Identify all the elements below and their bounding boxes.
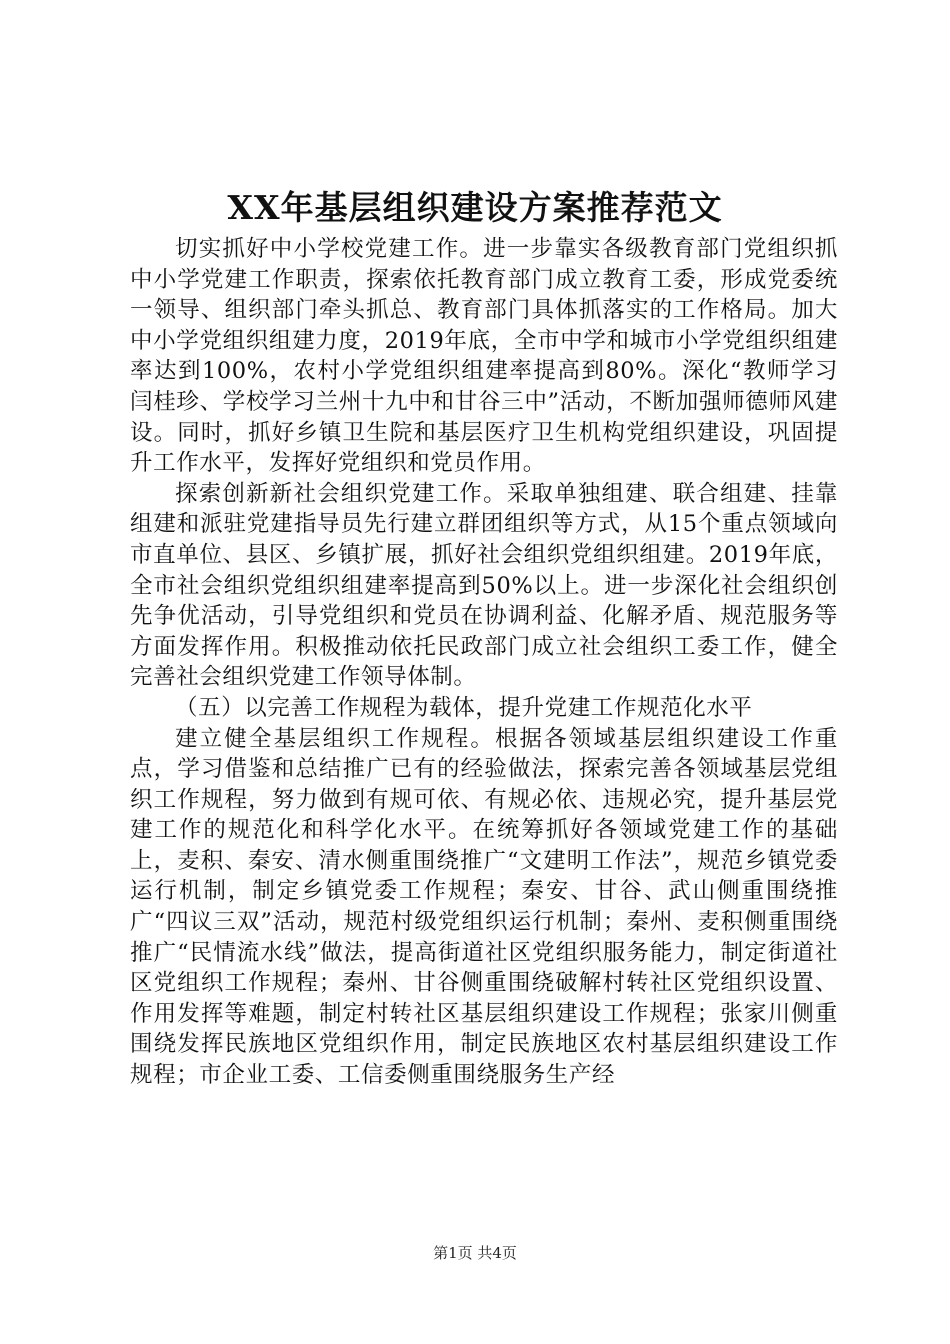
document-title: XX年基层组织建设方案推荐范文 bbox=[227, 188, 723, 227]
paragraph-school-party-building: 切实抓好中小学校党建工作。进一步靠实各级教育部门党组织抓中小学党建工作职责，探索依托教育部门成立教育工委，形成党委统一领导、组织部门牵头抓总、教育部门具体抓落实的工作格局。加大中小学党组织组建力度，2019年底，全市中学和城市小学党组织组建率达到100%，农村小学党组织组建率提高到80%。深化“教师学习闫桂珍、学校学习兰州十九中和甘谷三中”活动，不断加强师德师风建设。同时，抓好乡镇卫生院和基层医疗卫生机构党组织建设，巩固提升工作水平，发挥好党组织和党员作用。 bbox=[130, 236, 838, 477]
document-body bbox=[130, 234, 838, 1091]
page-footer bbox=[0, 1243, 950, 1263]
page-total: 共4页 bbox=[477, 1244, 517, 1262]
paragraph-work-procedures: 建立健全基层组织工作规程。根据各领域基层组织建设工作重点，学习借鉴和总结推广已有的经验做法，探索完善各领域基层党组织工作规程，努力做到有规可依、有规必依、违规必究，提升基层党建工作的规范化和科学化水平。在统筹抓好各领域党建工作的基础上，麦积、秦安、清水侧重围绕推广“文建明工作法”，规范乡镇党委运行机制，制定乡镇党委工作规程；秦安、甘谷、武山侧重围绕推广“四议三双”活动，规范村级党组织运行机制；秦州、麦积侧重围绕推广“民情流水线”做法，提高街道社区党组织服务能力，制定街道社区党组织工作规程；秦州、甘谷侧重围绕破解村转社区党组织设置、作用发挥等难题，制定村转社区基层组织建设工作规程；张家川侧重围绕发挥民族地区党组织作用，制定民族地区农村基层组织建设工作规程；市企业工委、工信委侧重围绕服务生产经 bbox=[130, 725, 838, 1089]
paragraph-social-organization-party-building: 探索创新新社会组织党建工作。采取单独组建、联合组建、挂靠组建和派驻党建指导员先行建立群团组织等方式，从15个重点领域向市直单位、县区、乡镇扩展，抓好社会组织党组织组建。2019年底，全市社会组织党组织组建率提高到50%以上。进一步深化社会组织创先争优活动，引导党组织和党员在协调利益、化解矛盾、规范服务等方面发挥作用。积极推动依托民政部门成立社会组织工委工作，健全完善社会组织党建工作领导体制。 bbox=[130, 480, 838, 691]
section-heading-work-procedures: （五）以完善工作规程为载体，提升党建工作规范化水平 bbox=[175, 694, 753, 721]
page-number: 第1页 bbox=[433, 1244, 473, 1262]
